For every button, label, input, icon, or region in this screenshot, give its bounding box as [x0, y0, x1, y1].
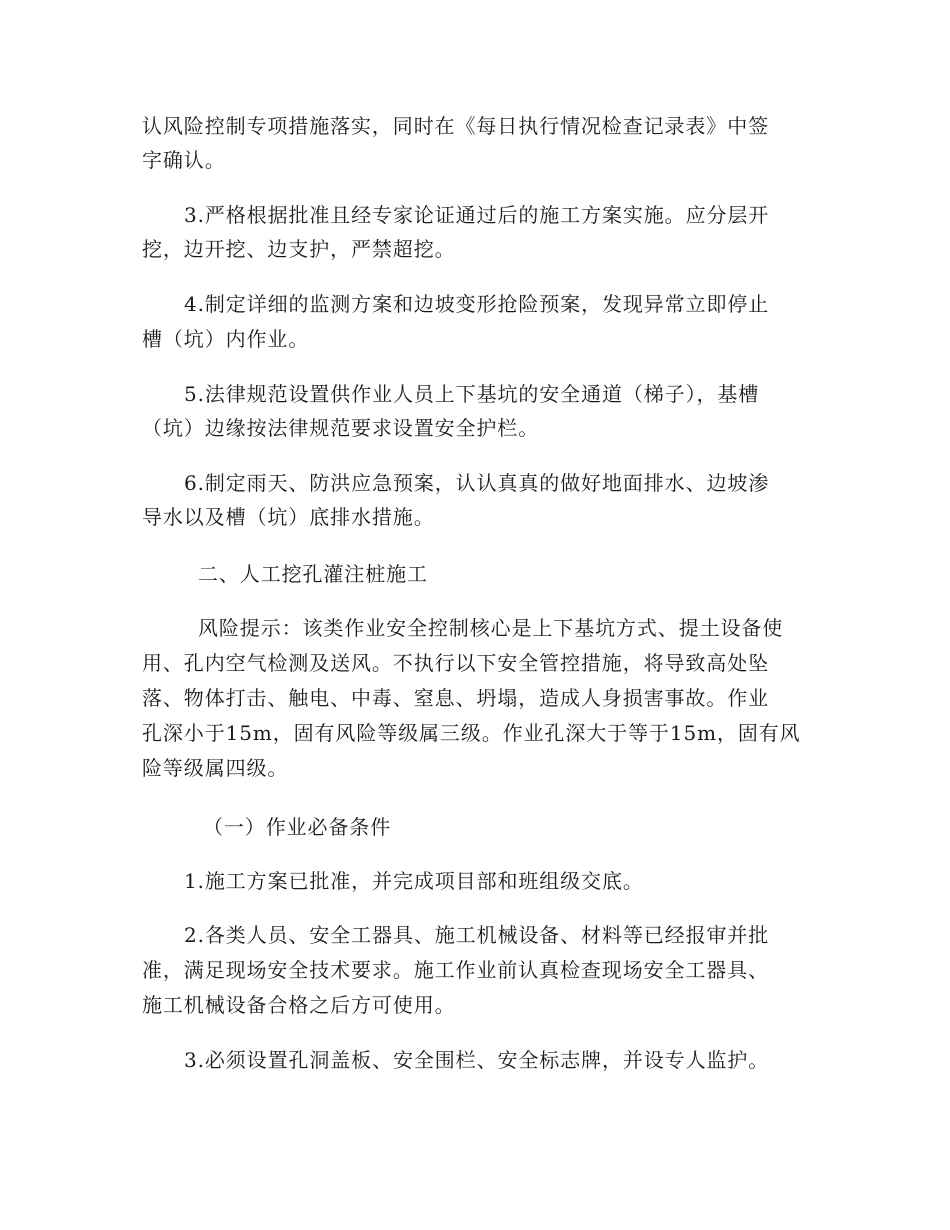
- list-item-1: 1.施工方案已批准，并完成项目部和班组级交底。: [184, 869, 644, 893]
- text-line: 槽（坑）内作业。: [142, 327, 310, 351]
- text-line: 用、孔内空气检测及送风。不执行以下安全管控措施，将导致高处坠: [142, 651, 769, 675]
- text-line: 挖，边开挖、边支护，严禁超挖。: [142, 237, 456, 261]
- text-line: 孔深小于15m，固有风险等级属三级。作业孔深大于等于15m，固有风: [142, 721, 801, 745]
- text-line: （坑）边缘按法律规范要求设置安全护栏。: [142, 416, 540, 440]
- text-line: 险等级属四级。: [142, 756, 289, 780]
- text-line: 认风险控制专项措施落实，同时在《每日执行情况检查记录表》中签: [142, 114, 769, 138]
- list-item-4: 4.制定详细的监测方案和边坡变形抢险预案，发现异常立即停止: [184, 292, 770, 316]
- list-item-2: 2.各类人员、安全工器具、施工机械设备、材料等已经报审并批: [184, 923, 770, 947]
- list-item-3b: 3.必须设置孔洞盖板、安全围栏、安全标志牌，并设专人监护。: [184, 1048, 770, 1072]
- text-line: 字确认。: [142, 148, 226, 172]
- section-heading: 二、人工挖孔灌注桩施工: [198, 562, 428, 586]
- list-item-3: 3.严格根据批准且经专家论证通过后的施工方案实施。应分层开: [184, 203, 770, 227]
- risk-note: 风险提示：该类作业安全控制核心是上下基坑方式、提土设备使: [198, 616, 784, 640]
- subsection-heading: （一）作业必备条件: [203, 815, 392, 839]
- list-item-5: 5.法律规范设置供作业人员上下基坑的安全通道（梯子），基槽: [184, 382, 760, 406]
- text-line: 施工机械设备合格之后方可使用。: [142, 993, 456, 1017]
- text-line: 导水以及槽（坑）底排水措施。: [142, 505, 435, 529]
- text-line: 准，满足现场安全技术要求。施工作业前认真检查现场安全工器具、: [142, 958, 769, 982]
- text-line: 落、物体打击、触电、中毒、窒息、坍塌，造成人身损害事故。作业: [142, 686, 769, 710]
- list-item-6: 6.制定雨天、防洪应急预案，认认真真的做好地面排水、边坡渗: [184, 471, 770, 495]
